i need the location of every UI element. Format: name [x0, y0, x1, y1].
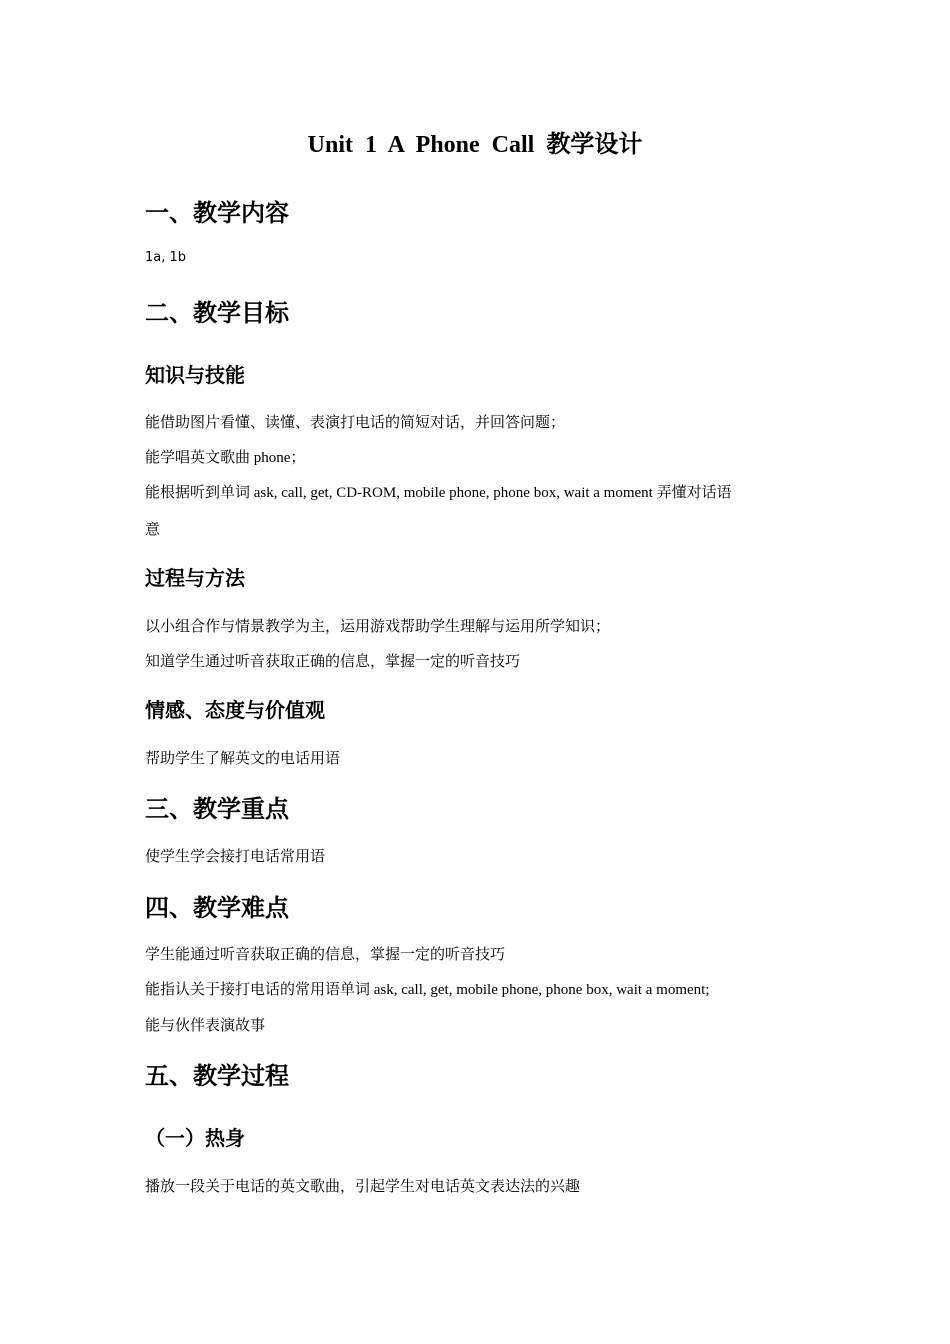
section-heading-content: 一、教学内容	[145, 199, 289, 227]
subheading-process: 过程与方法	[145, 566, 245, 590]
knowledge-line: 能根据听到单词 ask, call, get, CD-ROM, mobile phone, phone box, wait a moment 弄懂对话语	[145, 485, 732, 501]
warmup-line: 播放一段关于电话的英文歌曲，引起学生对电话英文表达法的兴趣	[145, 1179, 581, 1195]
knowledge-line: 意	[145, 522, 161, 538]
section-heading-difficulties: 四、教学难点	[145, 894, 289, 922]
key-points-line: 使学生学会接打电话常用语	[145, 849, 326, 865]
subheading-knowledge: 知识与技能	[145, 363, 245, 387]
difficulties-line: 能与伙伴表演故事	[145, 1018, 266, 1034]
subheading-emotion: 情感、态度与价值观	[145, 698, 325, 722]
knowledge-line: 能学唱英文歌曲 phone；	[145, 450, 306, 466]
knowledge-line: 能借助图片看懂、读懂、表演打电话的简短对话，并回答问题；	[145, 415, 566, 431]
subheading-warmup: （一）热身	[145, 1126, 245, 1150]
difficulties-line: 学生能通过听音获取正确的信息，掌握一定的听音技巧	[145, 947, 506, 963]
section-heading-process: 五、教学过程	[145, 1062, 289, 1090]
emotion-line: 帮助学生了解英文的电话用语	[145, 751, 341, 767]
process-line: 以小组合作与情景教学为主，运用游戏帮助学生理解与运用所学知识；	[145, 619, 611, 635]
process-line: 知道学生通过听音获取正确的信息，掌握一定的听音技巧	[145, 654, 521, 670]
content-text: 1a, 1b	[145, 250, 187, 265]
document-title: Unit 1 A Phone Call 教学设计	[307, 132, 643, 158]
difficulties-line: 能指认关于接打电话的常用语单词 ask, call, get, mobile phone, phone box, wait a moment;	[145, 982, 710, 998]
section-heading-key-points: 三、教学重点	[145, 795, 289, 823]
section-heading-objectives: 二、教学目标	[145, 299, 289, 327]
